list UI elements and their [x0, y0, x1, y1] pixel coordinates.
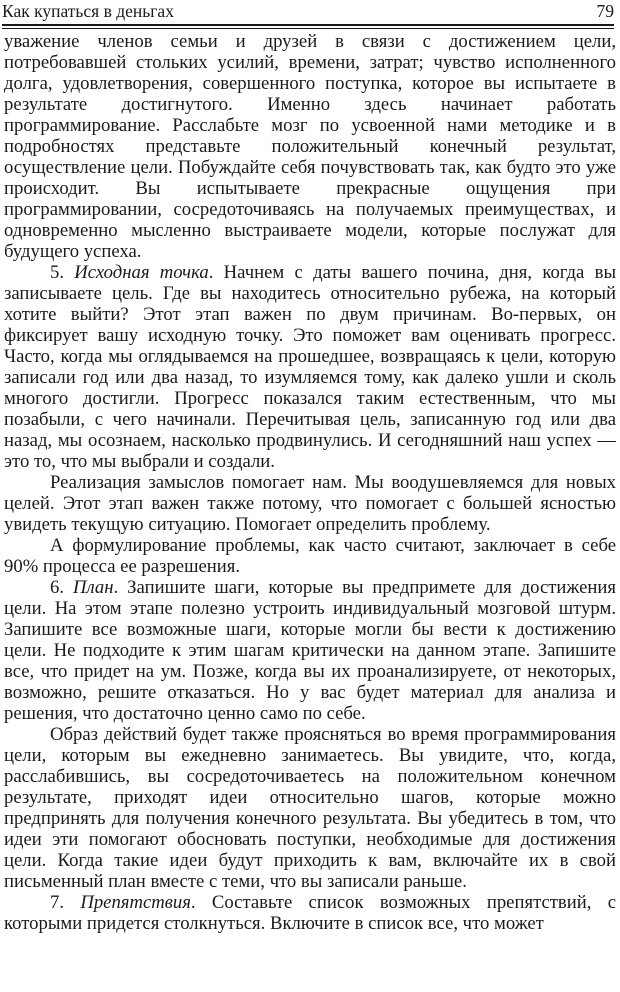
paragraph: [4, 262, 616, 472]
paragraph-text: . Составьте список возможных препятствий, с которыми придется столкнуться. Включите в список все, что может: [4, 892, 617, 934]
paragraph: [4, 472, 616, 535]
header-rule-thin: [2, 28, 614, 29]
paragraph-term: Препятствия: [80, 892, 191, 913]
paragraph-text: уважение членов семьи и друзей в связи с достижением цели, потребовавшей стольких усилий, времени, затрат; чувство исполненного долга, удовлетворения, совершенного поступка, которое вы испытаете в результате достигнутого. Именно здесь начинает работать программирование. Расслабьте мозг по усвоенной нами методике и в подробностях представьте положительный конечный результат, осуществление цели. Побуждайте себя почувствовать так, как будто это уже происходит. Вы испытываете прекрасные ощущения при программировании, сосредоточиваясь на получаемых преимуществах, и одновременно мысленно выстраиваете модели, которые послужат для будущего успеха.: [4, 31, 616, 262]
paragraph-prefix: 6.: [50, 577, 73, 598]
body-text: [4, 31, 616, 934]
paragraph-term: Исходная точка: [74, 262, 209, 283]
paragraph-text: . Запишите шаги, которые вы предпримете для достижения цели. На этом этапе полезно устроить индивидуальный мозговой штурм. Запишите все возможные шаги, которые могли бы вести к достижению цели. Не подходите к этим шагам критически на данном этапе. Запишите все, что придет на ум. Позже, когда вы их проанализируете, от некоторых, возможно, решите отказаться. Но у вас будет материал для анализа и решения, что достаточно ценно само по себе.: [4, 577, 616, 724]
page-number: 79: [596, 1, 614, 21]
paragraph: [4, 535, 616, 577]
paragraph-text: Образ действий будет также проясняться во время программирования цели, которым вы ежедневно занимаетесь. Вы увидите, что, когда, расслабившись, вы сосредоточиваетесь на положительном конечном результате, приходят идеи относительно шагов, которые можно предпринять для получения конечного результата. Вы убедитесь в том, что идеи эти помогают обосновать поступки, необходимые для достижения цели. Когда такие идеи будут приходить к вам, включайте их в свой письменный план вместе с теми, что вы записали раньше.: [4, 724, 616, 892]
paragraph: [4, 577, 616, 724]
paragraph-text: . Начнем с даты вашего почина, дня, когда вы записываете цель. Где вы находитесь относительно рубежа, на который хотите выйти? Этот этап важен по двум причинам. Во-первых, он фиксирует вашу исходную точку. Это поможет вам оценивать прогресс. Часто, когда мы оглядываемся на прошедшее, возвращаясь к цели, которую записали год или два назад, то изумляемся тому, как далеко ушли и сколь многого достигли. Прогресс показался таким естественным, что мы позабыли, с чего начинали. Перечитывая цель, записанную год или два назад, мы осознаем, насколько продвинулись. И сегодняшний наш успех — это то, что мы выбрали и создали.: [4, 262, 616, 472]
paragraph: [4, 892, 616, 934]
paragraph-prefix: 5.: [50, 262, 75, 283]
header-rule: [2, 24, 614, 26]
paragraph-term: План: [73, 577, 114, 598]
paragraph-text: А формулирование проблемы, как часто считают, заключает в себе 90% процесса ее разрешения.: [4, 535, 616, 577]
running-title: Как купаться в деньгах: [2, 1, 174, 21]
paragraph: [4, 31, 616, 262]
paragraph: [4, 724, 616, 892]
paragraph-prefix: 7.: [50, 892, 81, 913]
paragraph-text: Реализация замыслов помогает нам. Мы воодушевляемся для новых целей. Этот этап важен также потому, что помогает с большей ясностью увидеть текущую ситуацию. Помогает определить проблему.: [4, 472, 616, 535]
page-header: [2, 0, 614, 22]
